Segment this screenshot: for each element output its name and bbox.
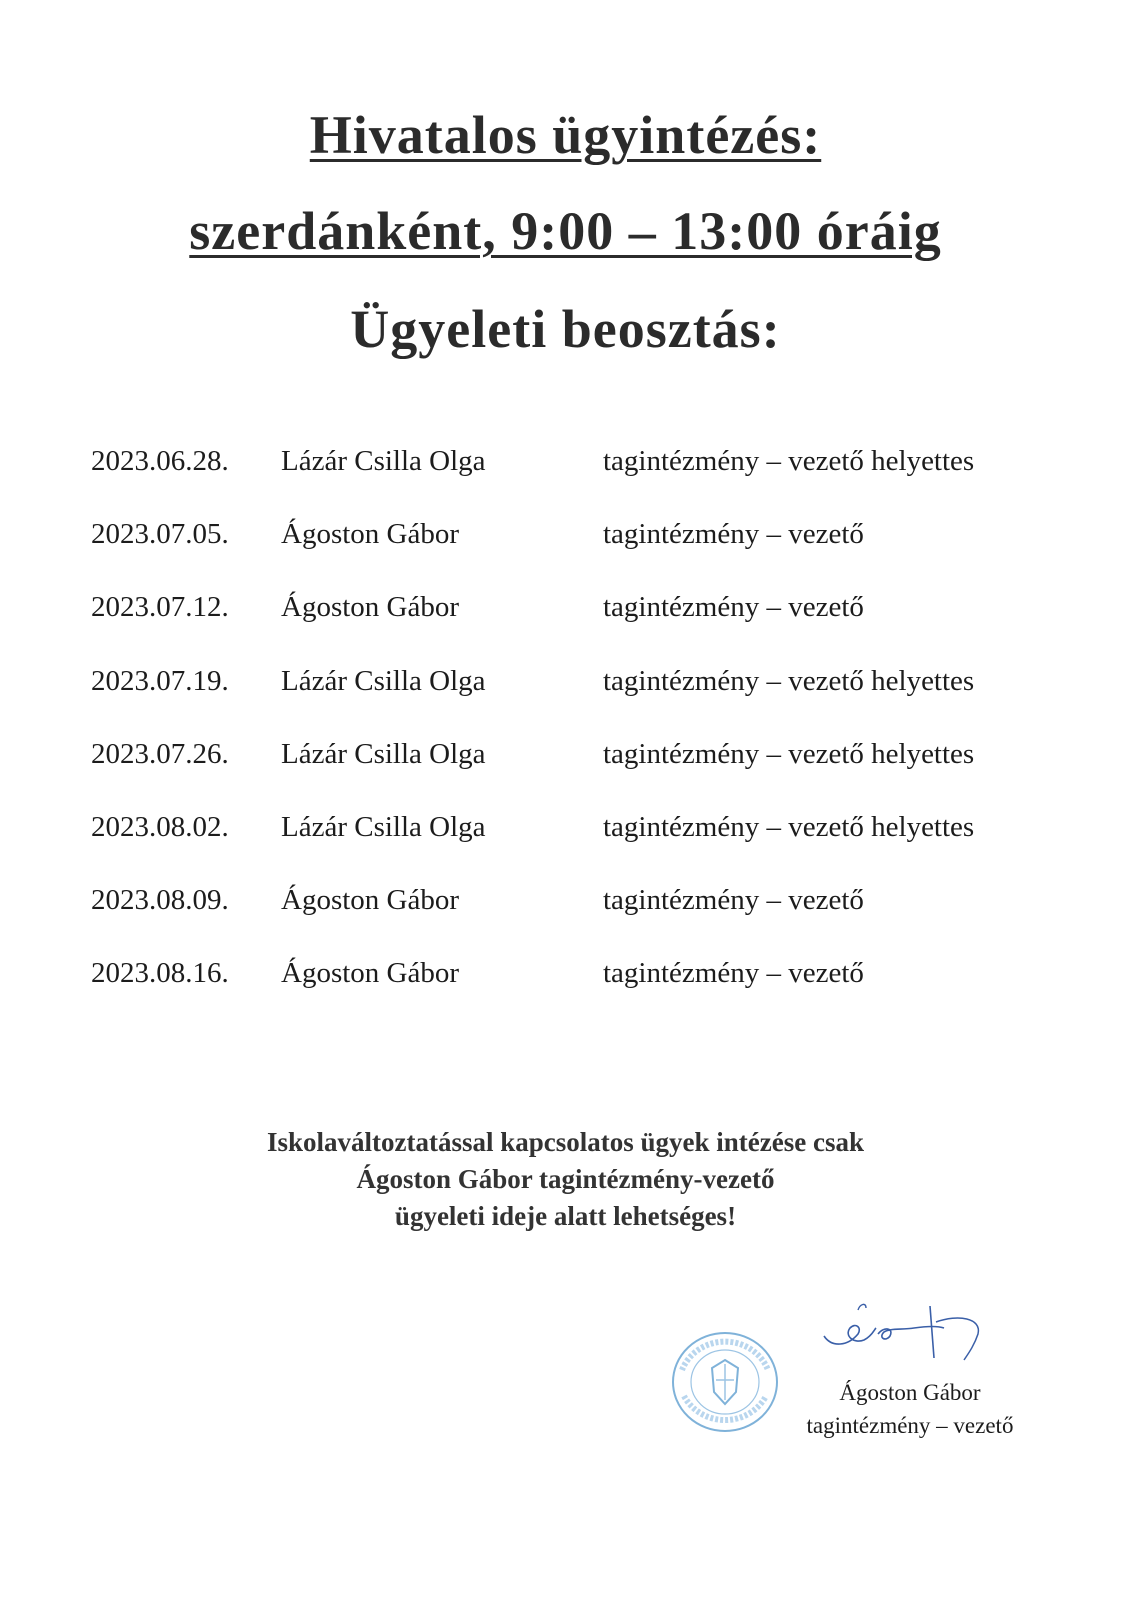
signature-block [780,1376,1040,1442]
signatory-name: Ágoston Gábor [839,1380,981,1405]
page-title [0,104,1131,166]
schedule-name: Lázár Csilla Olga [281,737,486,770]
schedule-row [91,591,1051,664]
schedule-date: 2023.08.16. [91,957,229,990]
official-stamp-icon [670,1330,780,1434]
schedule-name: Lázár Csilla Olga [281,445,486,477]
schedule-name: Lázár Csilla Olga [281,664,486,697]
schedule-row [91,811,1051,884]
handwritten-signature-icon [818,1300,998,1380]
schedule-row [91,884,1051,957]
schedule-role: tagintézmény – vezető [603,957,864,990]
schedule-date: 2023.08.02. [91,810,229,843]
schedule-row [91,445,1051,518]
schedule-role: tagintézmény – vezető helyettes [603,445,975,477]
school-transfer-notice [0,1124,1131,1235]
schedule-date: 2023.07.19. [91,664,229,697]
schedule-row [91,518,1051,591]
office-hours-text: szerdánként, 9:00 – 13:00 óráig [189,201,942,261]
schedule-date: 2023.07.26. [91,737,229,770]
schedule-name: Ágoston Gábor [281,518,460,551]
schedule-date: 2023.07.05. [91,518,229,551]
schedule-role: tagintézmény – vezető [603,884,864,917]
schedule-name: Ágoston Gábor [281,884,460,917]
schedule-date: 2023.06.28. [91,445,229,477]
notice-line: Iskolaváltoztatással kapcsolatos ügyek intézése csak [266,1127,864,1157]
schedule-row [91,738,1051,811]
page-title-text: Hivatalos ügyintézés: [309,105,822,165]
schedule-role: tagintézmény – vezető helyettes [603,810,975,843]
schedule-name: Ágoston Gábor [281,591,460,624]
duty-schedule-heading: Ügyeleti beosztás: [350,299,781,359]
schedule-role: tagintézmény – vezető helyettes [603,737,975,770]
schedule-row [91,957,1051,1030]
notice-line: ügyeleti ideje alatt lehetséges! [394,1201,737,1231]
schedule-date: 2023.07.12. [91,591,229,624]
duty-schedule-table [91,445,1051,1031]
schedule-row [91,665,1051,738]
schedule-role: tagintézmény – vezető helyettes [603,664,975,697]
signatory-title: tagintézmény – vezető [806,1413,1014,1438]
schedule-name: Lázár Csilla Olga [281,810,486,843]
schedule-role: tagintézmény – vezető [603,591,864,624]
notice-line: Ágoston Gábor tagintézmény-vezető [356,1164,775,1194]
schedule-date: 2023.08.09. [91,884,229,917]
office-hours [0,200,1131,262]
schedule-role: tagintézmény – vezető [603,518,864,551]
schedule-name: Ágoston Gábor [281,957,460,990]
